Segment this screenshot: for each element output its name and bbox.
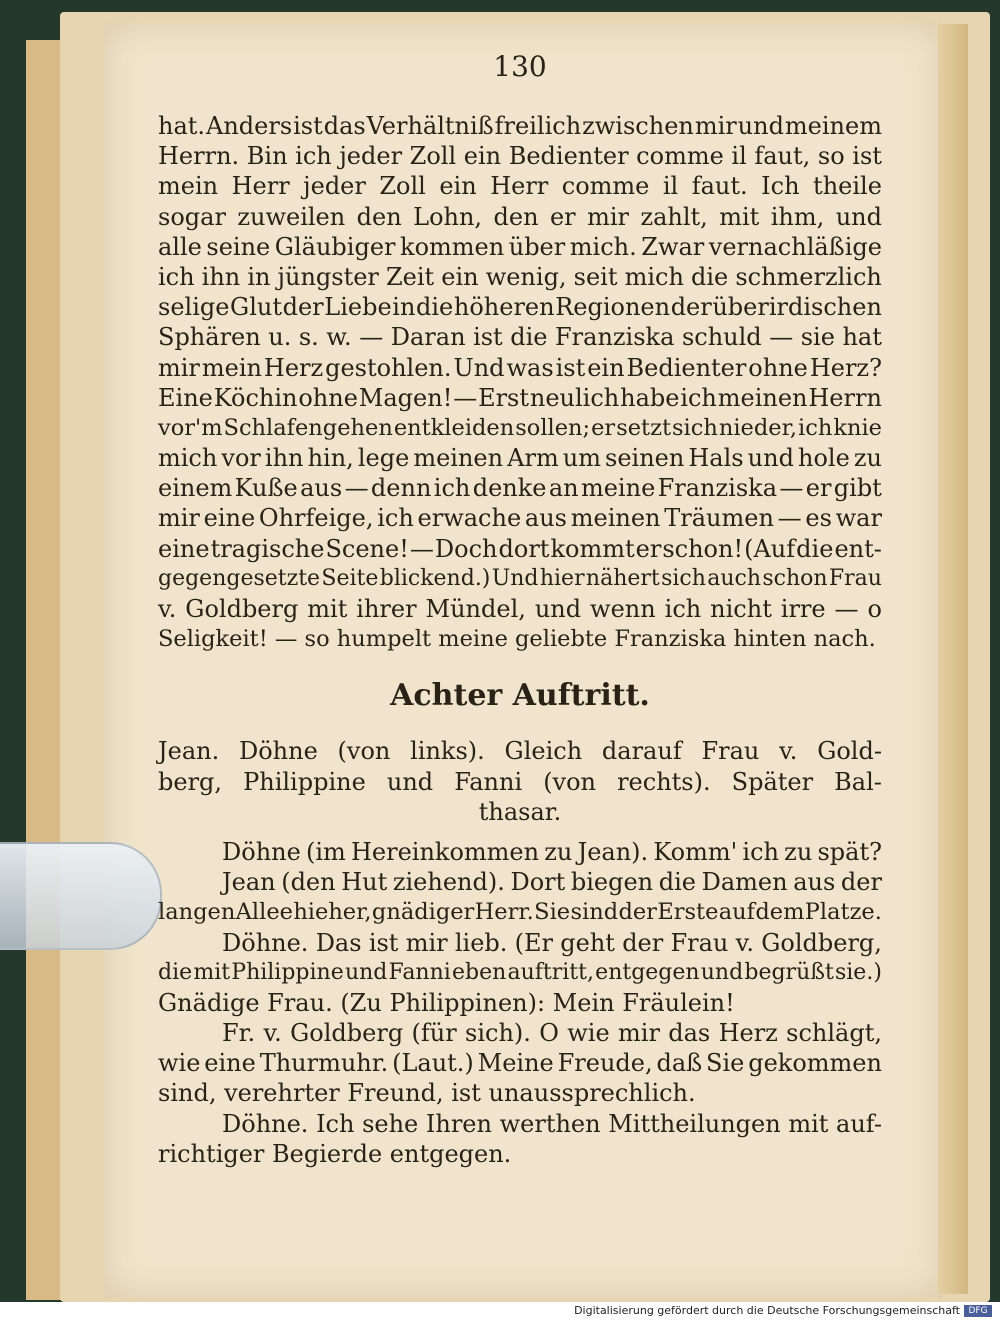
text-line: Eine Köchin ohne Magen! — Erst neulich habe ich meinen Herrn (158, 383, 882, 412)
text-line: mein Herr jeder Zoll ein Herr comme il faut. Ich theile (158, 172, 882, 201)
dfg-logo: DFG (964, 1305, 992, 1317)
text-line: einem Kuße aus — denn ich denke an meine Franziska — er gibt (158, 474, 882, 503)
text-line: mich vor ihn hin, lege meinen Arm um seinen Hals und hole zu (158, 444, 882, 473)
dialogue-line: wie eine Thurmuhr. (Laut.) Meine Freude, daß Sie gekommen (158, 1049, 882, 1078)
dialogue-line: Döhne. Ich sehe Ihren werthen Mittheilungen mit auf- (222, 1109, 882, 1138)
dialogue-line: Jean (den Hut ziehend). Dort biegen die Damen aus der (222, 868, 882, 897)
page-text (158, 40, 882, 1169)
dialogue-line: die mit Philippine und Fanni eben auftritt, entgegen und begrüßt sie.) (158, 959, 882, 985)
dialogue-line: langen Allee hieher, gnädiger Herr. Sie sind der Erste auf dem Platze. (158, 899, 882, 926)
funding-credit: Digitalisierung gefördert durch die Deutsche Forschungsgemeinschaft (574, 1304, 960, 1317)
dialogue-line: Fr. v. Goldberg (für sich). O wie mir das Herz schlägt, (222, 1019, 882, 1048)
text-line: Sphären u. s. w. — Daran ist die Franziska schuld — sie hat (158, 323, 882, 352)
dialogue-line: Döhne (im Hereinkommen zu Jean). Komm' ich zu spät? (222, 837, 882, 866)
dialogue (158, 837, 882, 1169)
text-line: eine tragische Scene! — Doch dort kommt er schon! (Auf die ent- (158, 534, 882, 563)
text-line: ich ihn in jüngster Zeit ein wenig, seit mich die schmerzlich (158, 262, 882, 291)
scene-heading: Achter Auftritt. (390, 678, 650, 714)
dialogue-line: Gnädige Frau. (Zu Philippinen): Mein Fräulein! (158, 988, 735, 1017)
text-line: sogar zuweilen den Lohn, den er mir zahlt, mit ihm, und (158, 202, 882, 231)
cast-line: berg, Philippine und Fanni (von rechts). Später Bal- (158, 767, 882, 796)
text-line: v. Goldberg mit ihrer Mündel, und wenn ich nicht irre — o (158, 595, 882, 623)
dialogue-line: richtiger Begierde entgegen. (158, 1139, 512, 1168)
text-line: mir mein Herz gestohlen. Und was ist ein Bedienter ohne Herz? (158, 353, 882, 382)
dialogue-line: Döhne. Das ist mir lieb. (Er geht der Frau v. Goldberg, (222, 928, 882, 957)
text-line: vor'm Schlafengehen entkleiden sollen; er setzt sich nieder, ich knie (158, 414, 882, 441)
text-line: selige Glut der Liebe in die höheren Regionen der überirdischen (158, 293, 882, 322)
cast-line: thasar. (478, 797, 562, 826)
text-line: Herrn. Bin ich jeder Zoll ein Bedienter comme il faut, so ist (158, 142, 882, 171)
text-line: hat. Anders ist das Verhältniß freilich zwischen mir und meinem (158, 112, 882, 140)
text-line: Seligkeit! — so humpelt meine geliebte Franziska hinten nach. (158, 626, 876, 653)
page-clip (0, 842, 162, 950)
text-line: gegengesetzte Seite blickend.) Und hier nähert sich auch schon Frau (158, 565, 882, 591)
page-number: 130 (493, 50, 547, 83)
cast-list (158, 736, 882, 827)
cast-line: Jean. Döhne (von links). Gleich darauf Frau v. Gold- (158, 737, 882, 766)
text-line: alle seine Gläubiger kommen über mich. Zwar vernachläßige (158, 232, 882, 261)
paragraph-monologue (158, 111, 882, 654)
text-line: mir eine Ohrfeige, ich erwache aus meinen Träumen — es war (158, 504, 882, 533)
dialogue-line: sind, verehrter Freund, ist unaussprechlich. (158, 1079, 696, 1108)
page-edge (938, 24, 968, 1294)
